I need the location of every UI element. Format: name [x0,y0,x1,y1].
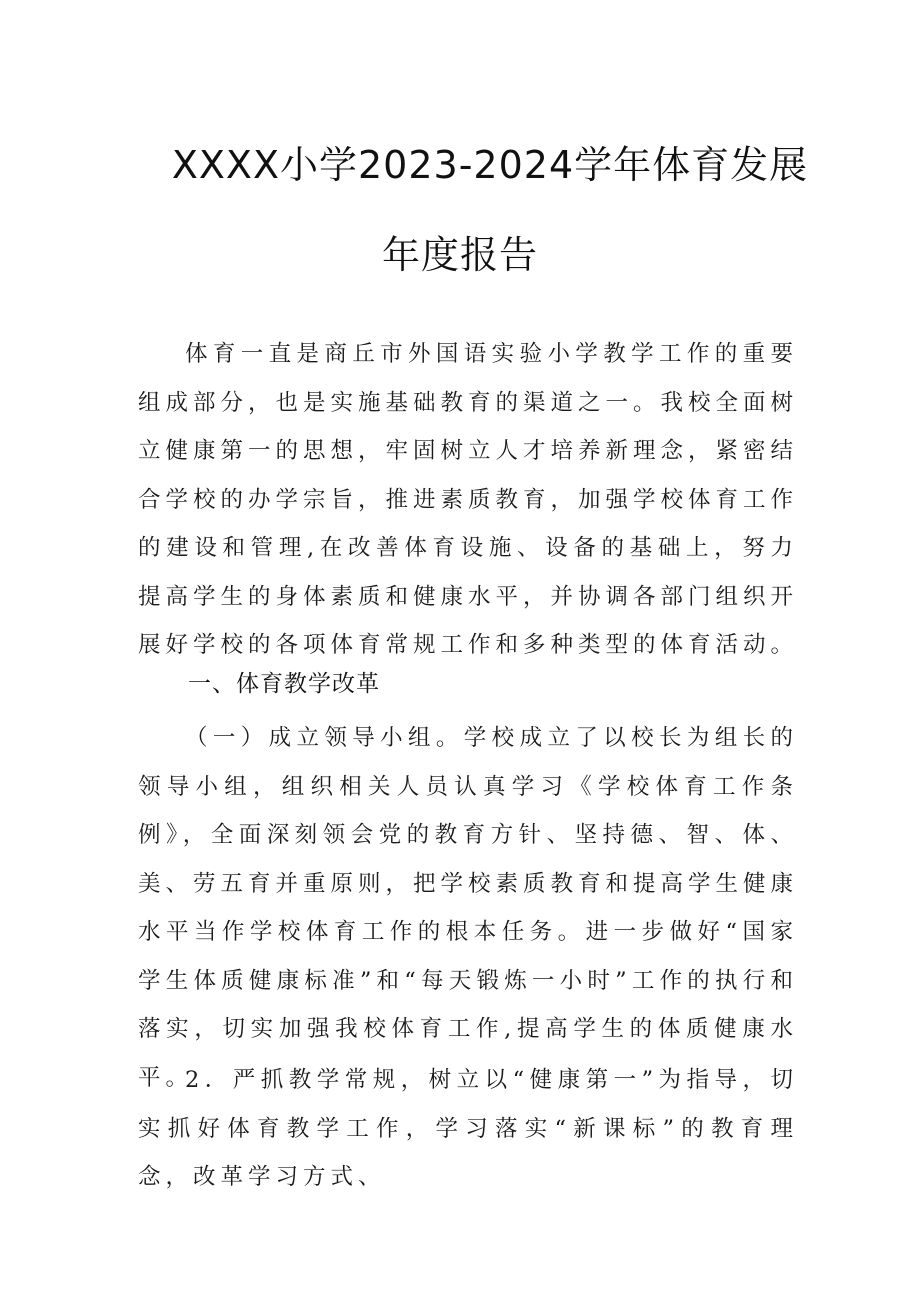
section-paragraph-2: 2．严抓教学常规，树立以“健康第一”为指导，切实抓好体育教学工作，学习落实“新课标”的教育理念，改革学习方式、 [138,1067,798,1190]
intro-paragraph: 体育一直是商丘市外国语实验小学教学工作的重要组成部分，也是实施基础教育的渠道之一。我校全面树立健康第一的思想，牢固树立人才培养新理念，紧密结合学校的办学宗旨，推进素质教育，加强学校体育工作的建设和管理,在改善体育设施、设备的基础上，努力提高学生的身体素质和健康水平，并协调各部门组织开展好学校的各项体育常规工作和多种类型的体育活动。 [138,341,799,658]
section-paragraph-1: （一）成立领导小组。学校成立了以校长为组长的领导小组，组织相关人员认真学习《学校体育工作条例》，全面深刻领会党的教育方针、坚持德、智、体、美、劳五育并重原则，把学校素质教育和提高学生健康水平当作学校体育工作的根本任务。进一步做好“国家学生体质健康标准”和“每天锻炼一小时”工作的执行和落实，切实加强我校体育工作,提高学生的体质健康水平。 [138,725,799,1091]
section-heading: 一、体育教学改革 [188,671,380,697]
document-title-line-1: XXXX小学2023-2024学年体育发展 [171,143,809,187]
document-title-line-2: 年度报告 [381,233,538,277]
